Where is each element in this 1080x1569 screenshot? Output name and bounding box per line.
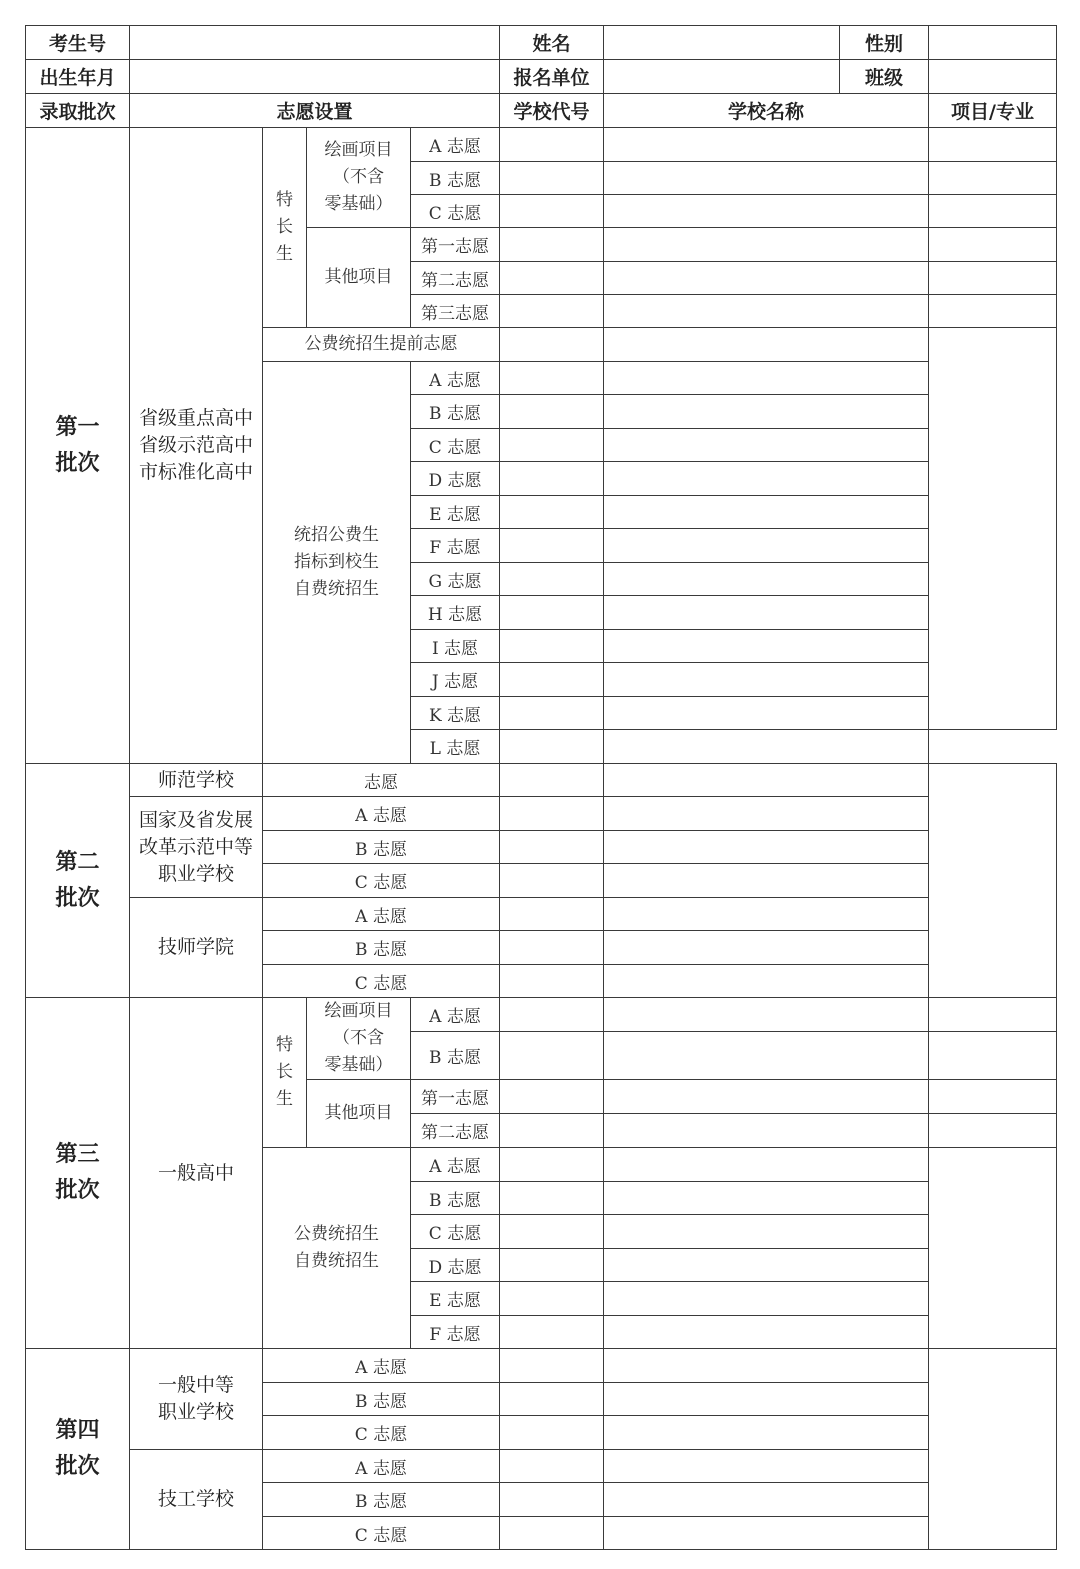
batch3-general-label (263, 1148, 411, 1349)
choice-label: C 志愿 (263, 864, 500, 898)
school-code-field[interactable] (500, 931, 604, 965)
choice-label: B 志愿 (263, 1483, 500, 1517)
school-code-field[interactable] (500, 295, 604, 328)
exam-no-field[interactable] (130, 26, 500, 60)
choice-label: A 志愿 (263, 1349, 500, 1383)
school-name-field[interactable] (604, 128, 929, 162)
school-name-field[interactable] (604, 462, 929, 496)
choice-label: D 志愿 (411, 462, 500, 496)
table-row (26, 1349, 1057, 1383)
talent-char: 特 (276, 1035, 293, 1055)
school-code-field[interactable] (500, 663, 604, 697)
school-name-field[interactable] (604, 1282, 929, 1316)
general-line: 自费统招生 (294, 1251, 379, 1271)
choice-label: 第二志愿 (411, 262, 500, 295)
painting-line: 零基础） (324, 1055, 393, 1075)
choice-label: 第一志愿 (411, 228, 500, 262)
header-row-2 (26, 60, 1057, 94)
choice-label: B 志愿 (411, 1032, 500, 1080)
school-name-field[interactable] (604, 663, 929, 697)
batch2-title (26, 764, 130, 998)
school-name-field[interactable] (604, 1080, 929, 1114)
batch1-title-line: 批次 (55, 450, 100, 476)
school-code-field[interactable] (500, 1032, 604, 1080)
batch2-title-line: 第二 (55, 849, 100, 875)
choice-label: E 志愿 (411, 1282, 500, 1316)
school-code-field[interactable] (500, 1114, 604, 1148)
choice-label: B 志愿 (411, 1182, 500, 1215)
choice-label: K 志愿 (411, 697, 500, 730)
school-code-field[interactable] (500, 831, 604, 864)
choice-label: C 志愿 (263, 1416, 500, 1450)
school-name-field[interactable] (604, 328, 929, 362)
talent-char: 长 (276, 1062, 293, 1082)
table-row (26, 128, 1057, 162)
school-name-field[interactable] (604, 998, 929, 1032)
unit-label: 报名单位 (500, 60, 604, 94)
school-code-field[interactable] (500, 1182, 604, 1215)
school-code-field[interactable] (500, 864, 604, 898)
school-code-field[interactable] (500, 1483, 604, 1517)
choice-label: C 志愿 (411, 1215, 500, 1249)
batch2-vocational (130, 797, 263, 898)
batch3-title (26, 998, 130, 1349)
school-code-field[interactable] (500, 496, 604, 529)
major-field[interactable] (929, 195, 1057, 228)
batch1-category-line: 省级示范高中 (138, 434, 253, 456)
school-name-field[interactable] (604, 898, 929, 931)
school-code-field[interactable] (500, 462, 604, 496)
batch3-title-line: 批次 (55, 1178, 100, 1203)
batch4-title (26, 1349, 130, 1550)
batch4-secondary-line: 职业学校 (157, 1401, 234, 1423)
choice-label: I 志愿 (411, 630, 500, 663)
school-code-field[interactable] (500, 1148, 604, 1182)
batch-header: 录取批次 (26, 94, 130, 128)
choice-label: 志愿 (263, 764, 500, 797)
school-code-field[interactable] (500, 529, 604, 563)
school-name-field[interactable] (604, 496, 929, 529)
school-code-field[interactable] (500, 1249, 604, 1282)
batch1-talent-label (263, 128, 307, 328)
name-label: 姓名 (500, 26, 604, 60)
birth-field[interactable] (130, 60, 500, 94)
batch4-title-line: 批次 (55, 1454, 100, 1479)
batch1-title-line: 第一 (55, 414, 100, 440)
major-field[interactable] (929, 998, 1057, 1032)
batch2-normal-school: 师范学校 (130, 764, 263, 797)
school-name-field[interactable] (604, 931, 929, 965)
school-name-field[interactable] (604, 730, 929, 764)
school-code-field[interactable] (500, 128, 604, 162)
major-field[interactable] (929, 1032, 1057, 1080)
painting-line: （不含 (333, 167, 384, 187)
batch2-vocational-line: 职业学校 (157, 862, 234, 885)
school-code-field[interactable] (500, 1450, 604, 1483)
batch2-vocational-line: 国家及省发展 (138, 808, 253, 831)
general-line: 公费统招生 (294, 1224, 379, 1244)
school-code-field[interactable] (500, 1383, 604, 1416)
class-label: 班级 (839, 60, 928, 93)
school-name-field[interactable] (604, 1148, 929, 1182)
unit-field[interactable] (604, 60, 839, 93)
general-line: 统招公费生 (294, 525, 379, 545)
school-name-field[interactable] (604, 630, 929, 663)
application-form-table (25, 25, 1057, 1550)
talent-char: 长 (276, 217, 293, 237)
choice-label: A 志愿 (411, 1148, 500, 1182)
batch1-category (130, 128, 263, 764)
choice-label: F 志愿 (411, 529, 500, 563)
general-line: 指标到校生 (294, 552, 379, 572)
painting-line: （不含 (333, 1028, 384, 1048)
school-name-field[interactable] (604, 162, 929, 195)
batch3-other-label: 其他项目 (307, 1080, 411, 1148)
school-name-field[interactable] (604, 1349, 929, 1383)
table-row (26, 998, 1057, 1032)
gender-field[interactable] (929, 26, 1057, 60)
choice-label: A 志愿 (263, 898, 500, 931)
batch2-vocational-line: 改革示范中等 (138, 835, 253, 858)
name-field[interactable] (604, 26, 839, 59)
talent-char: 生 (276, 244, 293, 264)
choice-label: A 志愿 (263, 797, 500, 831)
choice-label: C 志愿 (411, 429, 500, 462)
choice-label: 第二志愿 (411, 1114, 500, 1148)
school-name-field[interactable] (604, 295, 929, 328)
batch3-title-line: 第三 (55, 1142, 100, 1167)
school-code-field[interactable] (500, 1215, 604, 1249)
school-name-field[interactable] (604, 1114, 929, 1148)
major-field[interactable] (929, 162, 1057, 195)
school-name-field[interactable] (604, 1249, 929, 1282)
school-name-field[interactable] (604, 1182, 929, 1215)
exam-no-label: 考生号 (26, 26, 130, 60)
gender-label: 性别 (839, 26, 928, 59)
school-name-header: 学校名称 (604, 94, 929, 128)
school-name-field[interactable] (604, 596, 929, 630)
choice-label: B 志愿 (263, 931, 500, 965)
school-code-field[interactable] (500, 195, 604, 228)
school-name-field[interactable] (604, 395, 929, 429)
school-code-field[interactable] (500, 429, 604, 462)
school-name-field[interactable] (604, 864, 929, 898)
major-field[interactable] (929, 228, 1057, 262)
school-code-field[interactable] (500, 998, 604, 1032)
choice-label: A 志愿 (411, 362, 500, 395)
major-field-merged[interactable] (929, 764, 1057, 998)
unit-class-cell (604, 60, 929, 94)
school-name-field[interactable] (604, 1316, 929, 1349)
school-name-field[interactable] (604, 764, 929, 797)
header-row-1 (26, 26, 1057, 60)
school-code-field[interactable] (500, 898, 604, 931)
school-name-field[interactable] (604, 362, 929, 395)
name-gender-cell (604, 26, 929, 60)
school-code-field[interactable] (500, 328, 604, 362)
school-name-field[interactable] (604, 262, 929, 295)
school-code-field[interactable] (500, 1349, 604, 1383)
major-field[interactable] (929, 1114, 1057, 1148)
school-name-field[interactable] (604, 429, 929, 462)
choice-label: J 志愿 (411, 663, 500, 697)
school-code-field[interactable] (500, 262, 604, 295)
school-code-field[interactable] (500, 1416, 604, 1450)
batch4-secondary (130, 1349, 263, 1450)
major-header: 项目/专业 (929, 94, 1057, 128)
choice-label: 第三志愿 (411, 295, 500, 328)
school-code-field[interactable] (500, 1517, 604, 1550)
batch3-talent-label (263, 998, 307, 1148)
school-code-field[interactable] (500, 162, 604, 195)
choice-label: L 志愿 (411, 730, 500, 764)
choice-label: A 志愿 (411, 128, 500, 162)
school-code-field[interactable] (500, 395, 604, 429)
school-name-field[interactable] (604, 1215, 929, 1249)
birth-label: 出生年月 (26, 60, 130, 94)
school-name-field[interactable] (604, 563, 929, 596)
major-field-merged[interactable] (929, 1148, 1057, 1349)
choice-label: 第一志愿 (411, 1080, 500, 1114)
choice-label: B 志愿 (263, 1383, 500, 1416)
school-name-field[interactable] (604, 1450, 929, 1483)
choice-label: A 志愿 (411, 998, 500, 1032)
school-name-field[interactable] (604, 228, 929, 262)
choice-label: C 志愿 (263, 965, 500, 998)
choice-label: B 志愿 (263, 831, 500, 864)
table-row (26, 898, 1057, 931)
batch2-technician: 技师学院 (130, 898, 263, 998)
choice-label: B 志愿 (411, 162, 500, 195)
batch1-title (26, 128, 130, 764)
choice-label: D 志愿 (411, 1249, 500, 1282)
school-name-field[interactable] (604, 797, 929, 831)
school-name-field[interactable] (604, 1032, 929, 1080)
school-code-field[interactable] (500, 1282, 604, 1316)
table-row (26, 797, 1057, 831)
choice-label: E 志愿 (411, 496, 500, 529)
table-row (26, 764, 1057, 797)
general-line: 自费统招生 (294, 579, 379, 599)
school-code-field[interactable] (500, 596, 604, 630)
table-row (26, 1450, 1057, 1483)
school-code-field[interactable] (500, 228, 604, 262)
school-code-field[interactable] (500, 965, 604, 998)
choice-label: A 志愿 (263, 1450, 500, 1483)
school-name-field[interactable] (604, 195, 929, 228)
batch1-painting-label (307, 128, 411, 228)
batch4-title-line: 第四 (55, 1418, 100, 1443)
school-name-field[interactable] (604, 831, 929, 864)
batch1-category-line: 市标准化高中 (138, 461, 253, 483)
talent-char: 生 (276, 1089, 293, 1109)
major-field[interactable] (929, 1080, 1057, 1114)
batch3-category: 一般高中 (130, 998, 263, 1349)
painting-line: 绘画项目 (324, 140, 393, 160)
batch1-general-label (263, 362, 411, 764)
choice-label: B 志愿 (411, 395, 500, 429)
school-code-field[interactable] (500, 730, 604, 764)
batch3-painting-label (307, 998, 411, 1080)
painting-line: 绘画项目 (324, 1001, 393, 1021)
choice-label: C 志愿 (263, 1517, 500, 1550)
school-code-field[interactable] (500, 797, 604, 831)
school-code-field[interactable] (500, 563, 604, 596)
major-field-merged[interactable] (929, 1349, 1057, 1550)
school-name-field[interactable] (604, 697, 929, 730)
school-name-field[interactable] (604, 1483, 929, 1517)
batch1-other-label: 其他项目 (307, 228, 411, 328)
school-code-header: 学校代号 (500, 94, 604, 128)
painting-line: 零基础） (324, 194, 393, 214)
class-field[interactable] (929, 60, 1057, 94)
header-row-3 (26, 94, 1057, 128)
choice-label: H 志愿 (411, 596, 500, 630)
batch1-category-line: 省级重点高中 (138, 407, 253, 429)
choice-label: C 志愿 (411, 195, 500, 228)
school-code-field[interactable] (500, 1316, 604, 1349)
school-code-field[interactable] (500, 764, 604, 797)
school-code-field[interactable] (500, 362, 604, 395)
school-code-field[interactable] (500, 697, 604, 730)
major-field[interactable] (929, 295, 1057, 328)
school-code-field[interactable] (500, 1080, 604, 1114)
school-code-field[interactable] (500, 630, 604, 663)
choice-label: F 志愿 (411, 1316, 500, 1349)
major-field[interactable] (929, 128, 1057, 162)
school-name-field[interactable] (604, 1416, 929, 1450)
school-name-field[interactable] (604, 529, 929, 563)
major-field-merged[interactable] (929, 328, 1057, 730)
batch4-technical: 技工学校 (130, 1450, 263, 1550)
school-name-field[interactable] (604, 1517, 929, 1550)
major-field[interactable] (929, 262, 1057, 295)
batch4-secondary-line: 一般中等 (157, 1374, 234, 1396)
school-name-field[interactable] (604, 1383, 929, 1416)
batch1-public-early-label: 公费统招生提前志愿 (263, 328, 500, 362)
school-name-field[interactable] (604, 965, 929, 998)
batch2-title-line: 批次 (55, 885, 100, 911)
setting-header: 志愿设置 (130, 94, 500, 128)
talent-char: 特 (276, 190, 293, 210)
choice-label: G 志愿 (411, 563, 500, 596)
